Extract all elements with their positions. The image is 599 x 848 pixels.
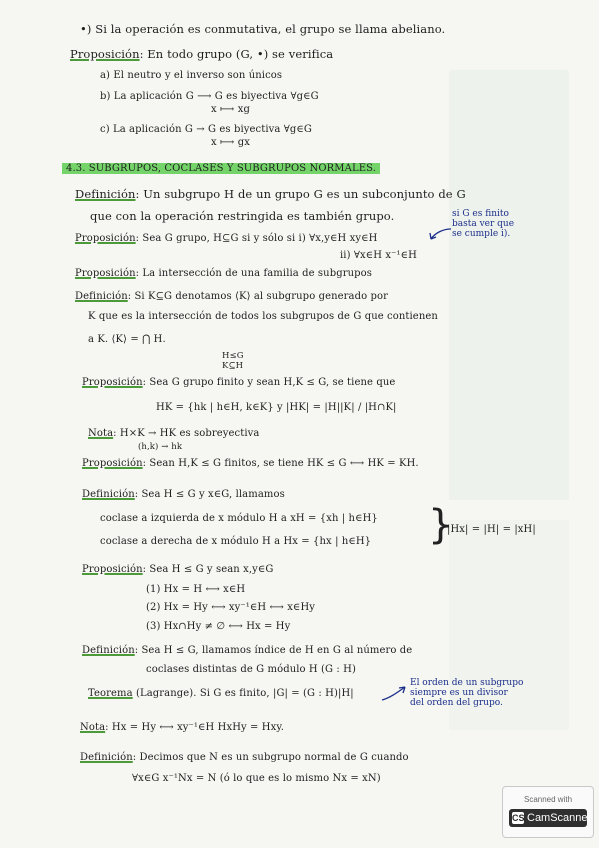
camscanner-logo-icon: CS bbox=[512, 813, 525, 823]
lagrange-arrow bbox=[380, 684, 408, 702]
proposition-product: Proposición: Sea G grupo finito y sean H,K ≤ G, se tiene que bbox=[82, 377, 396, 388]
proposition-hk-subgroup: Proposición: Sean H,K ≤ G finitos, se tiene HK ≤ G ⟷ HK = KH. bbox=[82, 458, 419, 469]
item-c-map: x ⟼ gx bbox=[211, 137, 250, 148]
right-coset: coclase a derecha de x módulo H a Hx = {hx | h∈H} bbox=[100, 536, 372, 547]
finite-note: si G es finito basta ver que se cumple i). bbox=[452, 209, 515, 239]
proposition-subgroup-criterion: Proposición: Sea G grupo, H⊆G si y sólo si i) ∀x,y∈H xy∈H bbox=[75, 233, 378, 244]
proposition-group bbox=[70, 47, 333, 61]
coset-property-1: (1) Hx = H ⟷ x∈H bbox=[146, 584, 246, 595]
item-c: c) La aplicación G → G es biyectiva ∀g∈G bbox=[100, 124, 312, 135]
intersection-index-top: H≤G bbox=[222, 351, 244, 361]
definition-generated: Definición: Si K⊆G denotamos ⟨K⟩ al subgrupo generado por bbox=[75, 291, 389, 302]
bleed-through-right bbox=[449, 70, 569, 500]
definition-normal-cont: ∀x∈G x⁻¹Nx = N (ó lo que es lo mismo Nx = xN) bbox=[132, 773, 381, 784]
note-coset-equality: Nota: Hx = Hy ⟷ xy⁻¹∈H HxHy = Hxy. bbox=[80, 722, 285, 733]
intersection-index-bottom: K⊆H bbox=[222, 361, 244, 371]
proposition-text: : En todo grupo (G, •) se verifica bbox=[139, 47, 334, 61]
theorem-lagrange: Teorema (Lagrange). Si G es finito, |G| = (G : H)|H| bbox=[88, 688, 354, 699]
proposition-intersection: Proposición: La intersección de una familia de subgrupos bbox=[75, 268, 372, 279]
proposition-label: Proposición bbox=[70, 47, 140, 61]
coset-size: |Hx| = |H| = |xH| bbox=[447, 524, 536, 535]
definition-index-cont: coclases distintas de G módulo H (G : H) bbox=[146, 664, 356, 675]
definition-cosets: Definición: Sea H ≤ G y x∈G, llamamos bbox=[82, 489, 285, 500]
lagrange-note: El orden de un subgrupo siempre es un divisor del orden del grupo. bbox=[410, 678, 524, 708]
product-formula: HK = {hk | h∈H, k∈K} y |HK| = |H||K| / |H∩K| bbox=[156, 402, 397, 413]
proposition-cosets: Proposición: Sea H ≤ G y sean x,y∈G bbox=[82, 564, 274, 575]
definition-generated-cont: K que es la intersección de todos los subgrupos de G que contienen bbox=[88, 311, 438, 322]
definition-subgroup: Definición: Un subgrupo H de un grupo G es un subconjunto de G bbox=[75, 187, 466, 201]
camscanner-watermark: Scanned with CS CamScanner bbox=[502, 786, 594, 838]
item-b-map: x ⟼ xg bbox=[211, 104, 250, 115]
coset-property-3: (3) Hx∩Hy ≠ ∅ ⟷ Hx = Hy bbox=[146, 621, 291, 632]
note-commutative: •) Si la operación es conmutativa, el grupo se llama abeliano. bbox=[80, 22, 446, 36]
item-a: a) El neutro y el inverso son únicos bbox=[100, 70, 283, 81]
definition-index: Definición: Sea H ≤ G, llamamos índice de H en G al número de bbox=[82, 645, 413, 656]
left-coset: coclase a izquierda de x módulo H a xH = {xh | h∈H} bbox=[100, 513, 378, 524]
coset-brace: } bbox=[428, 502, 454, 548]
finite-note-arrow bbox=[427, 225, 453, 243]
criterion-ii: ii) ∀x∈H x⁻¹∈H bbox=[340, 250, 417, 261]
section-heading: 4.3. SUBGRUPOS, COCLASES Y SUBGRUPOS NORMALES. bbox=[62, 163, 380, 174]
definition-subgroup-cont: que con la operación restringida es también grupo. bbox=[90, 209, 395, 223]
definition-normal: Definición: Decimos que N es un subgrupo normal de G cuando bbox=[80, 752, 409, 763]
coset-property-2: (2) Hx = Hy ⟷ xy⁻¹∈H ⟷ x∈Hy bbox=[146, 602, 316, 613]
note-surjective-map: (h,k) → hk bbox=[138, 442, 183, 452]
note-surjective: Nota: H×K → HK es sobreyectiva bbox=[88, 428, 260, 439]
generated-formula: a K. ⟨K⟩ = ⋂ H. bbox=[88, 334, 166, 345]
item-b: b) La aplicación G ⟶ G es biyectiva ∀g∈G bbox=[100, 91, 319, 102]
